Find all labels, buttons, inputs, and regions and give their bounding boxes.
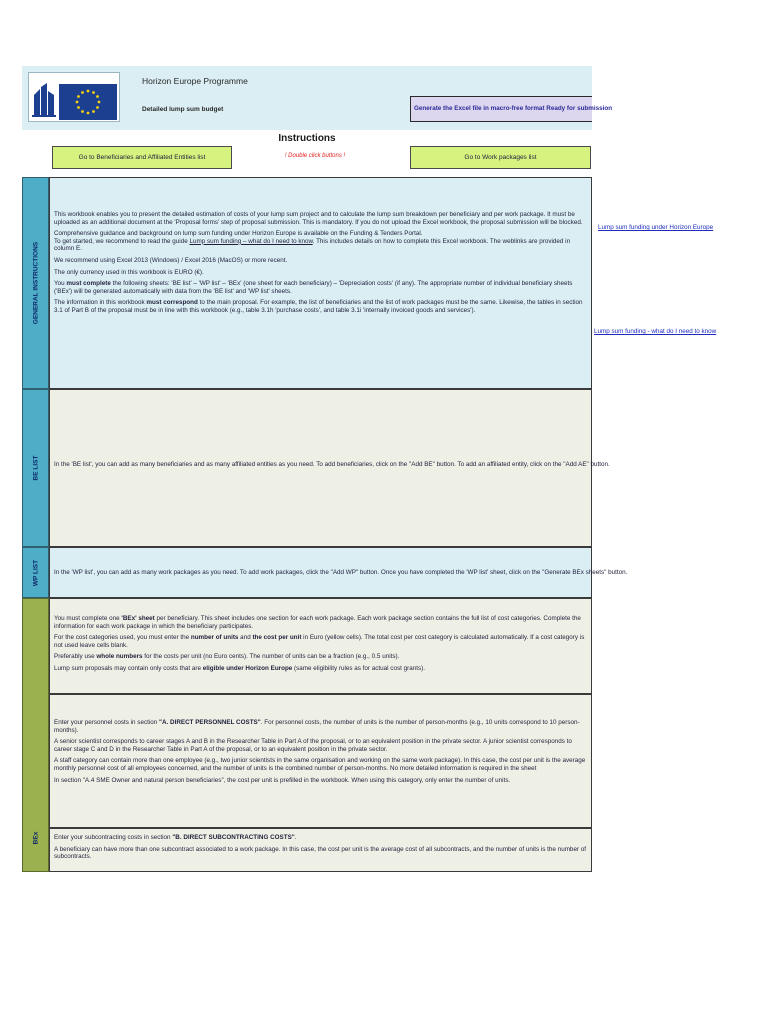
eu-stars-icon — [59, 84, 117, 120]
general-p5: You must complete the following sheets: 'BE list' – 'WP list' – 'BEx' (one sheet for each beneficiary) – 'Depreciation costs' (if any). The appropriate number of individual beneficiary sheets ('BEx') will be generated automatically with data from the 'BE list' and 'WP list' sheets. — [54, 280, 573, 295]
bex-a4: Lump sum proposals may contain only costs that are eligible under Horizon Europe (same eligibility rules as for actual cost grants). — [54, 664, 425, 672]
generate-excel-button[interactable]: Generate the Excel file in macro-free format Ready for submission — [410, 96, 592, 122]
bex-a2: For the cost categories used, you must enter the number of units and the cost per unit in Euro (yellow cells). The total cost per cost category is calculated automatically. If a cost category is not used leave cells blank. — [54, 634, 585, 649]
go-to-work-packages-button[interactable]: Go to Work packages list — [410, 146, 591, 169]
general-p1: This workbook enables you to present the detailed estimation of costs of your lump sum project and to calculate the lump sum breakdown per beneficiary and per work package. It must be uploaded as an additional document at the 'Proposal forms' step of proposal submission. This is mandatory. If you do not upload the Excel workbook, the proposal submission will be blocked. — [54, 211, 583, 226]
programme-title: Horizon Europe Programme — [142, 76, 248, 86]
section-label-bex — [22, 598, 49, 872]
bex-b4: In section "A.4 SME Owner and natural person beneficiaries", the cost per unit is prefilled in the workbook. When using this category, only enter the number of units. — [54, 776, 511, 784]
bex-general-box — [49, 598, 592, 694]
commission-building-icon — [31, 81, 57, 119]
general-p4: The only currency used in this workbook is EURO (€). — [54, 268, 204, 276]
instructions-title: Instructions — [278, 133, 336, 144]
go-to-beneficiaries-button[interactable]: Go to Beneficiaries and Affiliated Entities list — [52, 146, 232, 169]
guide-link[interactable]: Lump sum funding – what do I need to know — [189, 237, 313, 245]
general-instructions-box — [49, 177, 592, 389]
section-label-bex-text: BEx — [32, 831, 39, 845]
bex-b2: A senior scientist corresponds to career stages A and B in the Researcher Table in Part A of the proposal, or to an equivalent position in the private sector. A junior scientist corresponds to career stage C and D in the Researcher Table in Part A of the proposal, or to an equivalent position in the private sector. — [54, 738, 572, 753]
general-p2: Comprehensive guidance and background on lump sum funding under Horizon Europe is available on the Funding & Tenders Portal. To get started, we recommend to read the guide Lump sum funding – what do I need to know. This includes details on how to complete this Excel workbook. The weblinks are provided in column E. — [54, 230, 571, 253]
section-label-be-list — [22, 389, 49, 547]
be-list-box — [49, 389, 610, 547]
section-label-wp-list-text: WP LIST — [32, 559, 39, 586]
wp-list-text: In the 'WP list', you can add as many work packages as you need. To add work packages, click the "Add WP" button. Once you have completed the 'WP list' sheet, click on the "Generate BEx sheets" button. — [54, 569, 628, 576]
section-label-be-list-text: BE LIST — [32, 455, 39, 481]
bex-b1: Enter your personnel costs in section "A. DIRECT PERSONNEL COSTS". For personnel costs, the number of units is the number of person-months (e.g., 10 units correspond to 10 person-months). — [54, 719, 580, 734]
budget-title: Detailed lump sum budget — [142, 106, 224, 113]
bex-a1: You must complete one 'BEx' sheet per beneficiary. This sheet includes one section for each work package. Each work package section contains the full list of cost categories. Complete the information for each work package in which the beneficiary participates. — [54, 615, 581, 630]
section-label-general — [22, 177, 49, 389]
bex-subcontracting-box — [49, 828, 592, 872]
wp-list-box — [49, 547, 628, 598]
bex-b3: A staff category can contain more than one employee (e.g., two junior scientists in the same organisation and working on the same work package). In this case, the cost per unit is the average monthly personnel cost of all employees concerned, and the number of units is the combined number of person-months. No more detailed information is required in the sheet — [54, 757, 586, 772]
be-list-text: In the 'BE list', you can add as many beneficiaries and as many affiliated entities as you need. To add beneficiaries, click on the "Add BE" button. To add an affiliated entity, click on the "Add AE" button. — [54, 461, 610, 468]
link-lump-sum-funding[interactable]: Lump sum funding under Horizon Europe — [598, 224, 714, 231]
bex-c2: A beneficiary can have more than one subcontract associated to a work package. In this case, the cost per unit is the average cost of all subcontracts, and the number of units is the number of subcontracts. — [54, 845, 587, 861]
bex-personnel-box — [49, 694, 592, 828]
link-what-do-i-need-to-know[interactable]: Lump sum funding - what do I need to know — [594, 328, 717, 335]
section-label-wp-list — [22, 547, 49, 598]
eu-logo — [28, 72, 120, 122]
double-click-note: ! Double click buttons ! — [284, 153, 346, 159]
bex-a3: Preferably use whole numbers for the costs per unit (no Euro cents). The number of units can be a fraction (e.g., 0.5 units). — [54, 653, 400, 661]
general-p6: The information in this workbook must correspond to the main proposal. For example, the list of beneficiaries and the list of work packages must be the same. Likewise, the tables in section 3.1 of Part B of the proposal must be in line with this workbook (e.g., table 3.1h 'purchase costs', and table 3.1i 'internally invoiced goods and services'). — [54, 299, 583, 314]
section-label-general-text: GENERAL INSTRUCTIONS — [32, 241, 39, 325]
bex-c1: Enter your subcontracting costs in section "B. DIRECT SUBCONTRACTING COSTS". — [54, 834, 297, 841]
general-p3: We recommend using Excel 2013 (Windows) / Excel 2016 (MacOS) or more recent. — [54, 256, 288, 264]
eu-flag — [59, 84, 117, 120]
